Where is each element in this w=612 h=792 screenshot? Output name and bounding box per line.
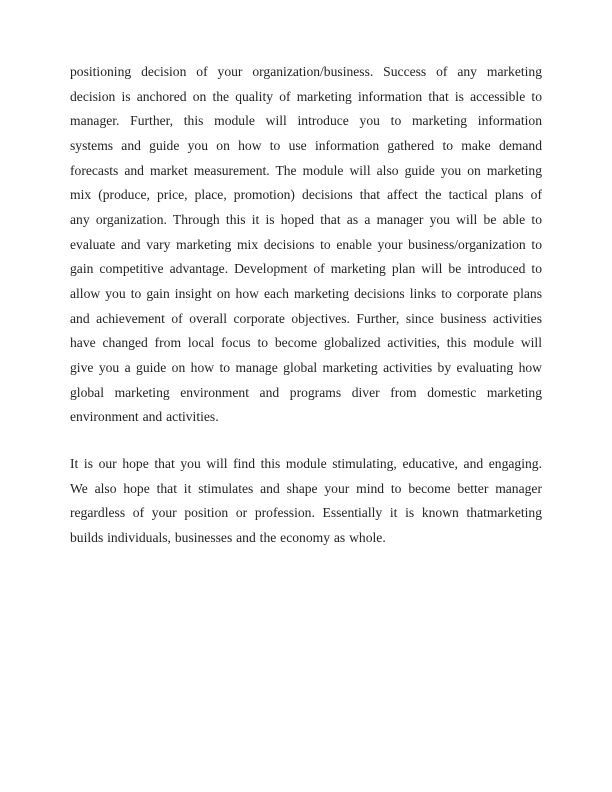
paragraph-module-overview <box>70 60 542 430</box>
text-line: global marketing environment and programs diver from domestic marketing <box>70 384 542 400</box>
paragraph-closing-hope <box>70 452 542 551</box>
text-line: We also hope that it stimulates and shape your mind to become better manager <box>70 480 542 496</box>
text-line: positioning decision of your organization/business. Success of any marketing <box>70 64 542 79</box>
text-line: evaluate and vary marketing mix decisions to enable your business/organization to <box>70 236 542 252</box>
text-line: decision is anchored on the quality of marketing information that is accessible to <box>70 88 542 104</box>
text-line: allow you to gain insight on how each marketing decisions links to corporate plans <box>70 285 542 301</box>
text-line: systems and guide you on how to use information gathered to make demand <box>70 137 542 153</box>
text-line: manager. Further, this module will introduce you to marketing information <box>70 113 542 129</box>
text-line: environment and activities. <box>70 409 219 425</box>
text-line: have changed from local focus to become globalized activities, this module will <box>70 335 542 351</box>
text-line: forecasts and market measurement. The module will also guide you on marketing <box>70 162 542 178</box>
text-line: builds individuals, businesses and the economy as whole. <box>70 529 386 545</box>
text-line: give you a guide on how to manage global marketing activities by evaluating how <box>70 359 542 375</box>
text-line: gain competitive advantage. Development of marketing plan will be introduced to <box>70 261 542 277</box>
text-line: and achievement of overall corporate objectives. Further, since business activities <box>70 310 542 326</box>
text-line: regardless of your position or profession. Essentially it is known thatmarketing <box>70 505 542 521</box>
text-line: any organization. Through this it is hoped that as a manager you will be able to <box>70 211 542 227</box>
text-line: mix (produce, price, place, promotion) decisions that affect the tactical plans of <box>70 187 542 203</box>
text-line: It is our hope that you will find this module stimulating, educative, and engaging. <box>70 455 542 471</box>
